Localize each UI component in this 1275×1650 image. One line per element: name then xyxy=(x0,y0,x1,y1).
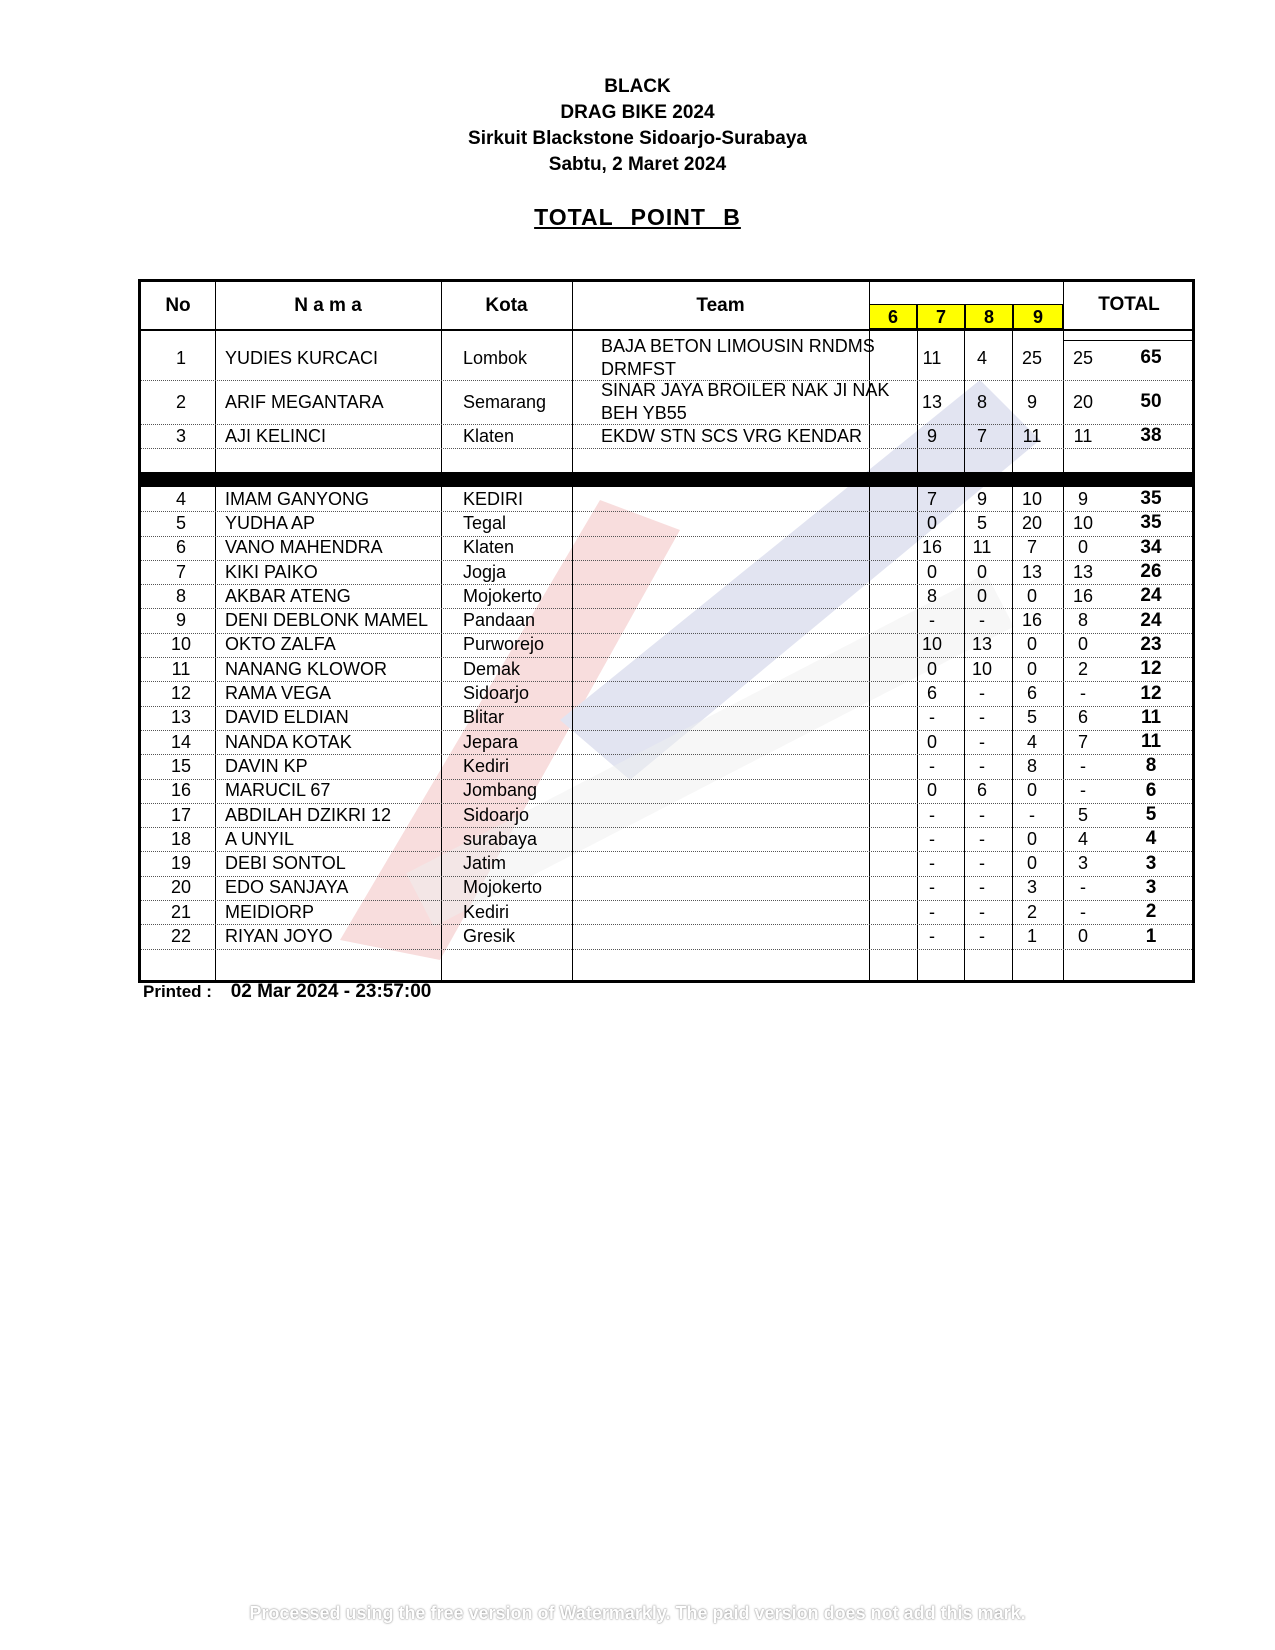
row-round-6: 8 xyxy=(926,585,937,606)
row-round-8: 0 xyxy=(1026,658,1037,679)
footer-watermark: Processed using the free version of Watermarkly. The paid version does not add this mark. xyxy=(249,1603,1026,1623)
row-round-9: - xyxy=(1080,877,1086,898)
row-round-7: 6 xyxy=(976,780,987,801)
row-round-8: 4 xyxy=(1026,731,1037,752)
row-round-8: 0 xyxy=(1026,828,1037,849)
row-round-9: - xyxy=(1080,901,1086,922)
row-kota: Jepara xyxy=(463,731,519,752)
row-round-9: 0 xyxy=(1077,634,1088,655)
row-total: 24 xyxy=(1140,609,1162,631)
row-round-9: 13 xyxy=(1072,561,1094,582)
row-team xyxy=(597,754,907,778)
row-total: 6 xyxy=(1145,779,1157,801)
row-nama: IMAM GANYONG xyxy=(225,488,370,509)
row-total: 34 xyxy=(1140,536,1162,558)
row-round-8: 0 xyxy=(1026,585,1037,606)
row-round-9: 0 xyxy=(1077,537,1088,558)
row-nama: KIKI PAIKO xyxy=(225,561,318,582)
row-total: 11 xyxy=(1140,731,1162,753)
col-header-no: No xyxy=(165,295,191,316)
row-kota: Lombok xyxy=(463,347,528,368)
row-no: 5 xyxy=(175,512,186,533)
row-round-7: - xyxy=(979,926,985,947)
row-round-8: 3 xyxy=(1026,877,1037,898)
row-kota: Sidoarjo xyxy=(463,683,530,704)
row-team: SINAR JAYA BROILER NAK JI NAK BEH YB55 xyxy=(601,380,890,423)
row-nama: YUDIES KURCACI xyxy=(225,347,379,368)
row-no: 16 xyxy=(170,780,192,801)
header-line-4: Sabtu, 2 Maret 2024 xyxy=(548,154,727,175)
row-round-9: 2 xyxy=(1077,658,1088,679)
row-kota: Klaten xyxy=(463,425,515,446)
table-row xyxy=(141,827,1192,852)
row-nama: VANO MAHENDRA xyxy=(225,537,383,558)
row-round-6: - xyxy=(929,901,935,922)
row-round-6: 0 xyxy=(926,658,937,679)
row-round-7: 0 xyxy=(976,585,987,606)
row-no: 1 xyxy=(175,347,186,368)
row-round-7: - xyxy=(979,901,985,922)
row-kota: Kediri xyxy=(463,901,510,922)
row-round-6: 10 xyxy=(921,634,943,655)
row-nama: AJI KELINCI xyxy=(225,425,327,446)
row-total: 23 xyxy=(1140,633,1162,655)
row-round-6: 7 xyxy=(926,488,937,509)
row-total: 26 xyxy=(1140,561,1162,583)
row-total: 65 xyxy=(1140,347,1162,368)
row-total: 8 xyxy=(1145,755,1157,777)
row-team xyxy=(597,730,907,754)
row-round-7: 13 xyxy=(971,634,993,655)
row-total: 12 xyxy=(1140,682,1162,704)
row-round-8: 11 xyxy=(1022,425,1042,446)
printed-label: Printed : xyxy=(143,982,212,1001)
row-no: 21 xyxy=(170,901,192,922)
row-team xyxy=(597,779,907,803)
row-team xyxy=(597,633,907,657)
table-row xyxy=(141,657,1192,682)
header-line-3: Sirkuit Blackstone Sidoarjo-Surabaya xyxy=(468,128,807,149)
row-team xyxy=(597,487,907,511)
row-round-8: 0 xyxy=(1026,853,1037,874)
row-round-9: 9 xyxy=(1077,488,1088,509)
row-round-6: 9 xyxy=(926,425,937,446)
row-nama: DEBI SONTOL xyxy=(225,853,346,874)
row-round-7: 11 xyxy=(972,537,992,558)
row-round-7: 10 xyxy=(971,658,993,679)
row-round-6: 0 xyxy=(926,731,937,752)
row-team xyxy=(597,900,907,924)
row-no: 17 xyxy=(170,804,192,825)
row-kota: Pandaan xyxy=(463,610,536,631)
row-no: 2 xyxy=(175,391,186,412)
row-no: 19 xyxy=(170,853,192,874)
row-no: 15 xyxy=(170,755,192,776)
table-row xyxy=(141,900,1192,925)
page-title-text: TOTAL POINT B xyxy=(534,204,741,230)
row-kota: Mojokerto xyxy=(463,877,543,898)
row-team: BAJA BETON LIMOUSIN RNDMS DRMFST xyxy=(601,336,875,379)
row-nama: OKTO ZALFA xyxy=(225,634,336,655)
row-no: 14 xyxy=(170,731,192,752)
row-kota: Kediri xyxy=(463,755,510,776)
row-round-7: - xyxy=(979,731,985,752)
row-team xyxy=(597,706,907,730)
round-header-9: 9 xyxy=(1013,304,1063,329)
table-row xyxy=(141,536,1192,561)
row-nama: RIYAN JOYO xyxy=(225,926,333,947)
row-round-8: 6 xyxy=(1026,683,1037,704)
row-kota: KEDIRI xyxy=(463,488,524,509)
row-round-7: 0 xyxy=(976,561,987,582)
table-row xyxy=(141,336,1192,381)
round-header-6: 6 xyxy=(869,304,917,329)
row-round-6: - xyxy=(929,926,935,947)
row-no: 7 xyxy=(175,561,186,582)
row-team xyxy=(597,560,907,584)
row-round-7: - xyxy=(979,804,985,825)
row-round-8: 7 xyxy=(1026,537,1037,558)
row-round-7: 9 xyxy=(976,488,987,509)
row-round-9: - xyxy=(1080,683,1086,704)
row-no: 18 xyxy=(170,828,192,849)
row-total: 3 xyxy=(1145,852,1157,874)
row-no: 6 xyxy=(175,537,186,558)
row-round-9: 7 xyxy=(1077,731,1088,752)
row-no: 8 xyxy=(175,585,186,606)
row-round-8: 25 xyxy=(1021,347,1043,368)
row-round-6: 6 xyxy=(926,683,937,704)
table-row xyxy=(141,609,1192,634)
row-round-6: - xyxy=(929,853,935,874)
col-header-team: Team xyxy=(696,295,745,316)
row-kota: Blitar xyxy=(463,707,505,728)
row-team xyxy=(597,511,907,535)
row-total: 2 xyxy=(1145,901,1157,923)
table-row xyxy=(141,852,1192,877)
row-no: 20 xyxy=(170,877,192,898)
header-line-2: DRAG BIKE 2024 xyxy=(560,102,715,123)
row-round-9: 6 xyxy=(1077,707,1088,728)
row-round-7: - xyxy=(979,828,985,849)
table-row xyxy=(141,424,1192,449)
row-nama: NANANG KLOWOR xyxy=(225,658,388,679)
row-round-7: - xyxy=(979,877,985,898)
row-team xyxy=(597,876,907,900)
row-team xyxy=(597,924,907,948)
row-round-8: 2 xyxy=(1026,901,1037,922)
row-round-9: 10 xyxy=(1072,512,1094,533)
row-total: 35 xyxy=(1140,512,1162,534)
row-round-8: 1 xyxy=(1026,926,1037,947)
row-team xyxy=(597,536,907,560)
row-kota: Semarang xyxy=(463,391,547,412)
row-kota: Jombang xyxy=(463,780,538,801)
row-round-8: 20 xyxy=(1021,512,1043,533)
row-round-6: 0 xyxy=(926,512,937,533)
row-round-7: - xyxy=(979,610,985,631)
row-round-7: 7 xyxy=(976,425,987,446)
row-kota: Klaten xyxy=(463,537,515,558)
round-header-8: 8 xyxy=(965,304,1013,329)
table-row xyxy=(141,511,1192,536)
table-row xyxy=(141,380,1192,425)
table-row xyxy=(141,584,1192,609)
row-round-6: - xyxy=(929,755,935,776)
row-round-6: 0 xyxy=(926,561,937,582)
row-kota: Jatim xyxy=(463,853,507,874)
row-round-9: 8 xyxy=(1077,610,1088,631)
row-round-9: 5 xyxy=(1077,804,1088,825)
row-round-8: 8 xyxy=(1026,755,1037,776)
row-round-9: 3 xyxy=(1077,853,1088,874)
row-round-9: 16 xyxy=(1072,585,1094,606)
row-total: 11 xyxy=(1140,706,1162,728)
row-round-9: 25 xyxy=(1072,347,1094,368)
row-no: 12 xyxy=(170,683,192,704)
row-kota: Gresik xyxy=(463,926,516,947)
row-team xyxy=(597,827,907,851)
row-nama: DAVID ELDIAN xyxy=(225,707,349,728)
row-nama: DENI DEBLONK MAMEL xyxy=(225,610,429,631)
row-round-7: - xyxy=(979,853,985,874)
row-round-8: 0 xyxy=(1026,634,1037,655)
row-total: 24 xyxy=(1140,585,1162,607)
row-kota: Demak xyxy=(463,658,521,679)
row-round-8: 16 xyxy=(1021,610,1043,631)
printed-value: 02 Mar 2024 - 23:57:00 xyxy=(230,981,432,1002)
table-row xyxy=(141,681,1192,706)
table-row xyxy=(141,487,1192,512)
row-total: 35 xyxy=(1140,488,1162,510)
row-round-6: 11 xyxy=(922,347,942,368)
row-total: 3 xyxy=(1145,876,1157,898)
row-team xyxy=(597,584,907,608)
printed-timestamp xyxy=(143,981,431,1003)
col-header-nama: N a m a xyxy=(294,295,362,316)
row-total: 4 xyxy=(1145,828,1157,850)
row-kota: Jogja xyxy=(463,561,507,582)
table-row xyxy=(141,706,1192,731)
row-nama: MARUCIL 67 xyxy=(225,780,331,801)
row-nama: MEIDIORP xyxy=(225,901,315,922)
row-round-6: - xyxy=(929,804,935,825)
round-header-7: 7 xyxy=(917,304,965,329)
row-round-6: 16 xyxy=(921,537,943,558)
row-total: 5 xyxy=(1145,804,1157,826)
row-nama: ARIF MEGANTARA xyxy=(225,391,384,412)
row-nama: NANDA KOTAK xyxy=(225,731,352,752)
row-kota: Mojokerto xyxy=(463,585,543,606)
table-row xyxy=(141,730,1192,755)
row-nama: ABDILAH DZIKRI 12 xyxy=(225,804,392,825)
row-no: 10 xyxy=(170,634,192,655)
row-total: 1 xyxy=(1145,925,1157,947)
row-round-9: 4 xyxy=(1077,828,1088,849)
row-nama: EDO SANJAYA xyxy=(225,877,349,898)
col-header-kota: Kota xyxy=(485,295,528,316)
row-round-6: - xyxy=(929,610,935,631)
row-kota: surabaya xyxy=(463,828,538,849)
row-round-7: 4 xyxy=(976,347,987,368)
row-round-6: - xyxy=(929,707,935,728)
row-round-8: 9 xyxy=(1026,391,1037,412)
row-kota: Tegal xyxy=(463,512,507,533)
row-round-9: - xyxy=(1080,755,1086,776)
header-line-1: BLACK xyxy=(604,76,671,97)
row-nama: YUDHA AP xyxy=(225,512,316,533)
row-no: 22 xyxy=(170,926,192,947)
separator-bar xyxy=(141,472,1192,487)
row-no: 3 xyxy=(175,425,186,446)
col-header-total: TOTAL xyxy=(1098,294,1160,315)
row-nama: A UNYIL xyxy=(225,828,295,849)
row-nama: RAMA VEGA xyxy=(225,683,332,704)
row-round-7: - xyxy=(979,707,985,728)
page-title xyxy=(0,204,1275,231)
table-row xyxy=(141,779,1192,804)
row-round-7: - xyxy=(979,683,985,704)
row-round-6: 13 xyxy=(921,391,943,412)
row-round-6: - xyxy=(929,828,935,849)
row-total: 12 xyxy=(1140,658,1162,680)
row-nama: AKBAR ATENG xyxy=(225,585,351,606)
table-row xyxy=(141,876,1192,901)
row-kota: Purworejo xyxy=(463,634,545,655)
row-round-7: - xyxy=(979,755,985,776)
row-round-6: 0 xyxy=(926,780,937,801)
row-team xyxy=(597,657,907,681)
table-row xyxy=(141,803,1192,828)
row-total: 38 xyxy=(1140,425,1162,446)
row-kota: Sidoarjo xyxy=(463,804,530,825)
row-no: 11 xyxy=(171,658,191,679)
row-team xyxy=(597,803,907,827)
row-no: 4 xyxy=(175,488,186,509)
row-round-6: - xyxy=(929,877,935,898)
row-nama: DAVIN KP xyxy=(225,755,308,776)
row-team xyxy=(597,609,907,633)
row-team xyxy=(597,681,907,705)
row-round-7: 5 xyxy=(976,512,987,533)
row-round-9: 11 xyxy=(1073,425,1093,446)
row-round-8: 0 xyxy=(1026,780,1037,801)
row-no: 9 xyxy=(175,610,186,631)
row-total: 50 xyxy=(1140,391,1162,412)
row-round-8: - xyxy=(1029,804,1035,825)
row-round-8: 13 xyxy=(1021,561,1043,582)
row-round-7: 8 xyxy=(976,391,987,412)
table-row xyxy=(141,754,1192,779)
table-row xyxy=(141,560,1192,585)
row-round-8: 5 xyxy=(1026,707,1037,728)
row-round-9: 0 xyxy=(1077,926,1088,947)
row-round-9: - xyxy=(1080,780,1086,801)
row-round-9: 20 xyxy=(1072,391,1094,412)
row-round-8: 10 xyxy=(1021,488,1043,509)
results-table xyxy=(138,279,1195,983)
row-team: EKDW STN SCS VRG KENDAR xyxy=(601,425,863,446)
document-header xyxy=(0,74,1275,178)
row-no: 13 xyxy=(170,707,192,728)
table-row xyxy=(141,924,1192,949)
row-team xyxy=(597,852,907,876)
table-row xyxy=(141,633,1192,658)
